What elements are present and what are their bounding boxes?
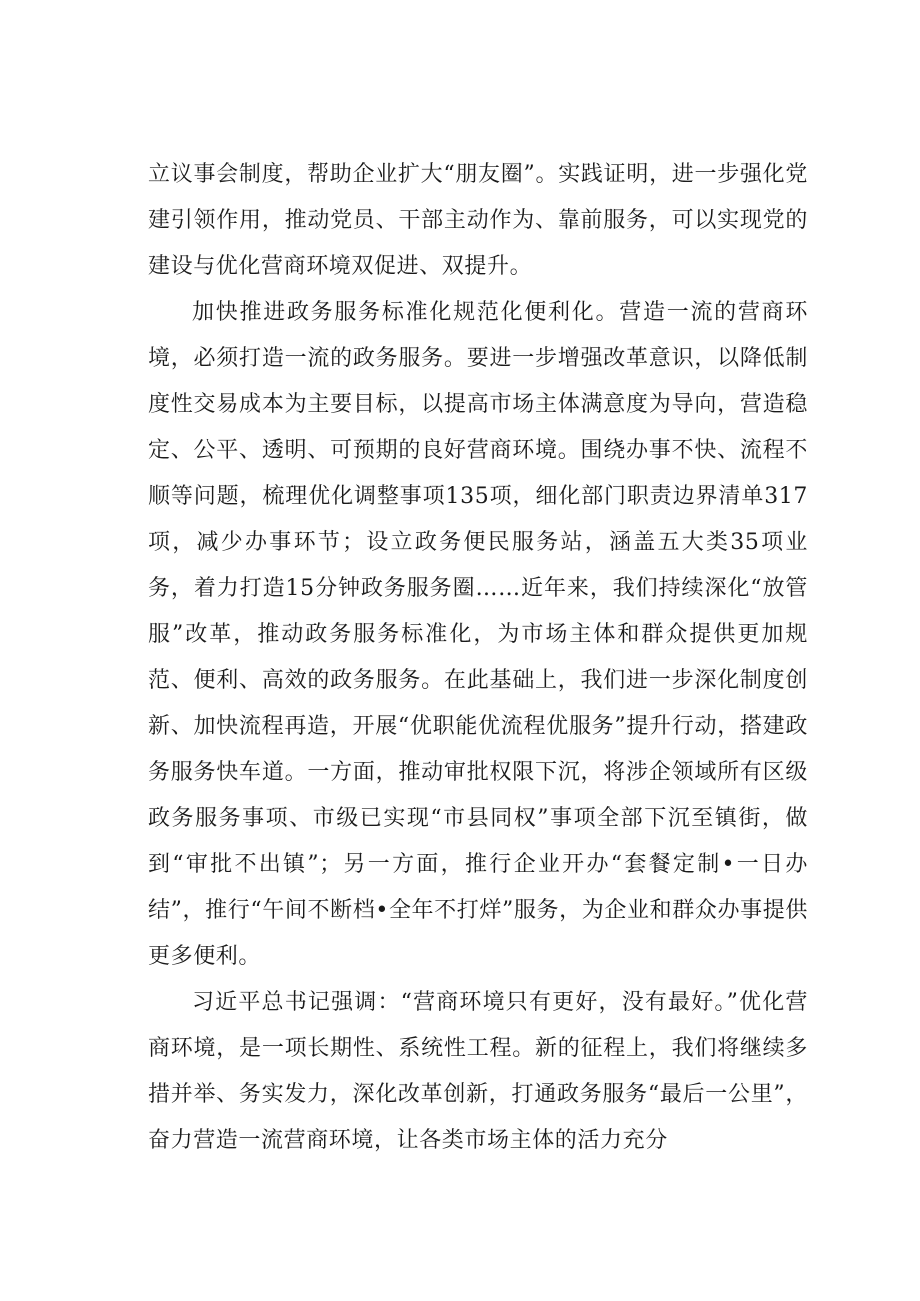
paragraph-3: 习近平总书记强调：“营商环境只有更好，没有最好。”优化营商环境，是一项长期性、系统性工程。新的征程上，我们将继续多措并举、务实发力，深化改革创新，打通政务服务“最后一公里”，奋力营造一流营商环境，让各类市场主体的活力充分	[148, 990, 808, 1153]
document-body	[148, 152, 808, 1164]
paragraph-2: 加快推进政务服务标准化规范化便利化。营造一流的营商环境，必须打造一流的政务服务。要进一步增强改革意识，以降低制度性交易成本为主要目标，以提高市场主体满意度为导向，营造稳定、公平、透明、可预期的良好营商环境。围绕办事不快、流程不顺等问题，梳理优化调整事项135项，细化部门职责边界清单317项，减少办事环节；设立政务便民服务站，涵盖五大类35项业务，着力打造15分钟政务服务圈……近年来，我们持续深化“放管服”改革，推动政务服务标准化，为市场主体和群众提供更加规范、便利、高效的政务服务。在此基础上，我们进一步深化制度创新、加快流程再造，开展“优职能优流程优服务”提升行动，搭建政务服务快车道。一方面，推动审批权限下沉，将涉企领域所有区级政务服务事项、市级已实现“市县同权”事项全部下沉至镇街，做到“审批不出镇”；另一方面，推行企业开办“套餐定制•一日办结”，推行“午间不断档•全年不打烊”服务，为企业和群众办事提供更多便利。	[148, 300, 808, 969]
paragraph-1: 立议事会制度，帮助企业扩大“朋友圈”。实践证明，进一步强化党建引领作用，推动党员、干部主动作为、靠前服务，可以实现党的建设与优化营商环境双促进、双提升。	[148, 162, 808, 279]
